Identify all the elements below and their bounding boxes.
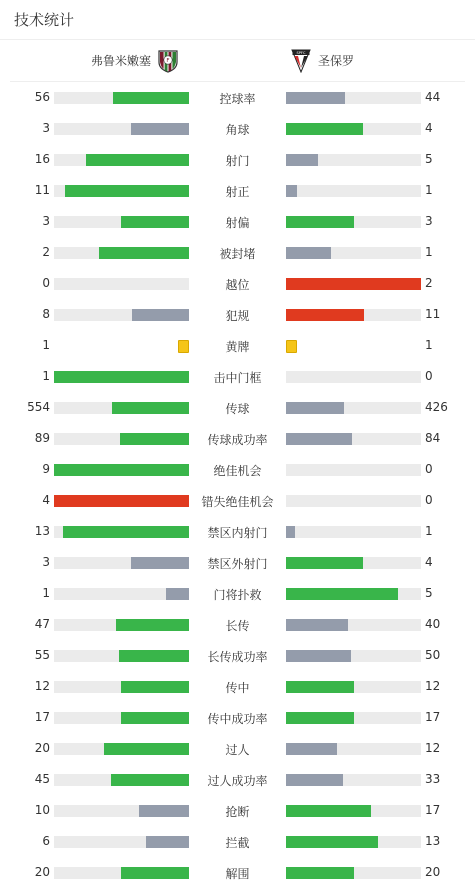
- away-stat-value: 1: [425, 245, 433, 259]
- stat-label: 传中成功率: [207, 712, 268, 726]
- stat-label: 门将扑救: [213, 588, 262, 602]
- home-stat-bar: [54, 743, 189, 755]
- away-stat-bar: [286, 836, 421, 848]
- home-stat-bar: [54, 185, 189, 197]
- stat-label: 传球成功率: [207, 433, 268, 447]
- home-stat-bar: [54, 495, 189, 507]
- away-stat-bar-fill: [286, 154, 318, 166]
- home-stat-value: 13: [34, 524, 50, 538]
- home-stat-bar-fill: [120, 433, 189, 445]
- stat-row: [0, 857, 475, 888]
- home-stat-value: 2: [42, 245, 50, 259]
- home-stat-bar: [54, 650, 189, 662]
- stat-row: [0, 175, 475, 206]
- away-stat-bar: [286, 650, 421, 662]
- home-stat-bar: [54, 526, 189, 538]
- home-stat-value: 3: [42, 121, 50, 135]
- away-stat-value: 17: [425, 710, 441, 724]
- home-stat-bar: [54, 619, 189, 631]
- away-stat-bar-fill: [286, 650, 351, 662]
- away-stat-value: 1: [425, 338, 433, 352]
- home-stat-value: 55: [34, 648, 50, 662]
- away-stat-value: 2: [425, 276, 433, 290]
- home-stat-bar-fill: [166, 588, 189, 600]
- away-stat-value: 40: [425, 617, 441, 631]
- home-stat-value: 56: [34, 90, 50, 104]
- home-stat-bar: [54, 216, 189, 228]
- home-stat-bar-fill: [121, 681, 189, 693]
- stat-row: [0, 144, 475, 175]
- home-stat-bar: [54, 278, 189, 290]
- home-stat-value: 3: [42, 555, 50, 569]
- home-stat-bar-fill: [121, 712, 189, 724]
- home-stat-bar: [54, 154, 189, 166]
- away-stat-bar: [286, 185, 421, 197]
- away-stat-value: 5: [425, 586, 433, 600]
- svg-text:SPFC: SPFC: [296, 50, 306, 55]
- home-stat-bar-fill: [132, 309, 189, 321]
- away-stat-value: 426: [425, 400, 448, 414]
- home-stat-bar: [54, 123, 189, 135]
- stat-row: [0, 516, 475, 547]
- away-stat-bar-fill: [286, 774, 343, 786]
- stat-label: 拦截: [225, 836, 250, 850]
- stat-label: 过人: [225, 743, 250, 757]
- away-stat-bar: [286, 92, 421, 104]
- stat-label: 击中门框: [213, 371, 262, 385]
- home-stat-value: 1: [42, 338, 50, 352]
- home-stat-bar-fill: [139, 805, 189, 817]
- home-team[interactable]: [91, 40, 179, 81]
- home-stat-value: 20: [34, 865, 50, 879]
- away-stat-bar-fill: [286, 588, 398, 600]
- home-stat-value: 16: [34, 152, 50, 166]
- stat-label: 抢断: [225, 805, 250, 819]
- stat-row: [0, 454, 475, 485]
- home-stat-bar-fill: [54, 371, 189, 383]
- away-stat-bar: [286, 464, 421, 476]
- stat-row: [0, 361, 475, 392]
- home-stat-bar-fill: [54, 464, 189, 476]
- away-stat-bar: [286, 867, 421, 879]
- stat-label: 长传成功率: [207, 650, 268, 664]
- away-stat-bar-fill: [286, 278, 421, 290]
- stat-row: [0, 330, 475, 361]
- stat-label: 被封堵: [219, 247, 256, 261]
- home-stat-bar: [54, 464, 189, 476]
- away-team[interactable]: [290, 40, 354, 81]
- away-stat-bar-fill: [286, 867, 354, 879]
- away-stat-value: 5: [425, 152, 433, 166]
- away-stat-bar-fill: [286, 526, 295, 538]
- home-stat-bar-fill: [65, 185, 189, 197]
- home-stat-bar: [54, 681, 189, 693]
- home-stat-value: 1: [42, 369, 50, 383]
- stat-row: [0, 640, 475, 671]
- home-stat-bar-fill: [131, 557, 189, 569]
- away-stat-value: 4: [425, 555, 433, 569]
- stat-label: 传中: [225, 681, 250, 695]
- home-stat-value: 0: [42, 276, 50, 290]
- home-stat-bar-fill: [113, 92, 189, 104]
- page-title: 技术统计: [14, 11, 75, 29]
- home-stat-bar-fill: [63, 526, 189, 538]
- stat-row: [0, 671, 475, 702]
- stat-row: [0, 268, 475, 299]
- away-stat-value: 4: [425, 121, 433, 135]
- home-stat-value: 10: [34, 803, 50, 817]
- stat-label: 错失绝佳机会: [201, 495, 274, 509]
- home-stat-bar: [54, 92, 189, 104]
- away-stat-bar-fill: [286, 681, 354, 693]
- home-stat-bar: [54, 774, 189, 786]
- stat-row: [0, 423, 475, 454]
- home-stat-bar-fill: [99, 247, 189, 259]
- away-yellow-card-icon: [286, 340, 297, 353]
- away-stat-bar: [286, 123, 421, 135]
- home-yellow-card-icon: [178, 340, 189, 353]
- home-stat-bar-fill: [121, 867, 189, 879]
- away-stat-bar-fill: [286, 309, 364, 321]
- away-stat-bar: [286, 309, 421, 321]
- away-stat-bar: [286, 712, 421, 724]
- away-stat-bar-fill: [286, 216, 354, 228]
- stats-header: [0, 0, 475, 40]
- teams-header: [10, 40, 465, 82]
- stat-row: [0, 795, 475, 826]
- home-stat-bar: [54, 836, 189, 848]
- away-stat-value: 1: [425, 524, 433, 538]
- away-stat-bar-fill: [286, 402, 344, 414]
- stat-label: 绝佳机会: [213, 464, 262, 478]
- stat-row: [0, 82, 475, 113]
- away-stat-value: 0: [425, 369, 433, 383]
- home-stat-bar-fill: [119, 650, 189, 662]
- stat-label: 射正: [225, 185, 250, 199]
- home-stat-value: 45: [34, 772, 50, 786]
- away-stat-bar-fill: [286, 712, 354, 724]
- away-stat-bar: [286, 805, 421, 817]
- stat-label: 控球率: [219, 92, 256, 106]
- home-stat-value: 554: [27, 400, 50, 414]
- stat-label: 长传: [225, 619, 250, 633]
- away-stat-bar: [286, 774, 421, 786]
- away-stat-value: 1: [425, 183, 433, 197]
- home-stat-bar: [54, 433, 189, 445]
- away-stat-bar: [286, 402, 421, 414]
- home-stat-bar: [54, 867, 189, 879]
- home-stat-value: 20: [34, 741, 50, 755]
- away-stat-value: 0: [425, 493, 433, 507]
- stat-label: 传球: [225, 402, 250, 416]
- away-stat-bar: [286, 526, 421, 538]
- away-stat-bar-fill: [286, 433, 352, 445]
- home-stat-bar-fill: [121, 216, 189, 228]
- away-stat-value: 44: [425, 90, 441, 104]
- away-stat-value: 20: [425, 865, 441, 879]
- stat-label: 禁区外射门: [207, 557, 268, 571]
- away-stat-bar-fill: [286, 619, 348, 631]
- home-stat-bar: [54, 247, 189, 259]
- svg-text:F: F: [166, 57, 170, 64]
- away-team-name: 圣保罗: [318, 54, 355, 68]
- home-stat-value: 12: [34, 679, 50, 693]
- stat-row: [0, 237, 475, 268]
- away-stat-bar: [286, 216, 421, 228]
- away-stat-bar: [286, 371, 421, 383]
- home-stat-bar-fill: [86, 154, 189, 166]
- away-stat-value: 17: [425, 803, 441, 817]
- away-stat-bar-fill: [286, 185, 297, 197]
- away-stat-value: 13: [425, 834, 441, 848]
- away-stat-bar: [286, 247, 421, 259]
- away-stat-value: 12: [425, 679, 441, 693]
- stat-row: [0, 733, 475, 764]
- stat-label: 过人成功率: [207, 774, 268, 788]
- home-stat-value: 4: [42, 493, 50, 507]
- away-stat-bar: [286, 154, 421, 166]
- home-stat-bar: [54, 588, 189, 600]
- stat-row: [0, 609, 475, 640]
- stat-row: [0, 392, 475, 423]
- away-stat-value: 11: [425, 307, 441, 321]
- sao-paulo-crest-icon: [290, 49, 312, 73]
- stat-row: [0, 826, 475, 857]
- home-stat-bar-fill: [54, 495, 189, 507]
- away-stat-bar-fill: [286, 123, 363, 135]
- stat-label: 角球: [225, 123, 250, 137]
- home-stat-bar: [54, 402, 189, 414]
- home-stat-value: 11: [34, 183, 50, 197]
- stat-row: [0, 206, 475, 237]
- stat-row: [0, 578, 475, 609]
- stat-label: 黄牌: [225, 340, 250, 354]
- away-stat-bar: [286, 743, 421, 755]
- stat-row: [0, 299, 475, 330]
- away-stat-bar: [286, 588, 421, 600]
- away-stat-bar-fill: [286, 743, 337, 755]
- stat-label: 禁区内射门: [207, 526, 268, 540]
- away-stat-bar: [286, 557, 421, 569]
- stat-row: [0, 764, 475, 795]
- away-stat-bar-fill: [286, 557, 363, 569]
- home-stat-bar: [54, 557, 189, 569]
- home-stat-bar-fill: [104, 743, 189, 755]
- home-stat-value: 6: [42, 834, 50, 848]
- home-stat-value: 9: [42, 462, 50, 476]
- stat-row: [0, 702, 475, 733]
- home-stat-value: 8: [42, 307, 50, 321]
- stats-list: [0, 82, 475, 888]
- away-stat-bar-fill: [286, 836, 378, 848]
- stat-row: [0, 113, 475, 144]
- home-stat-bar-fill: [112, 402, 189, 414]
- home-stat-value: 89: [34, 431, 50, 445]
- home-stat-bar-fill: [111, 774, 189, 786]
- away-stat-value: 84: [425, 431, 441, 445]
- stat-label: 射偏: [225, 216, 250, 230]
- stat-label: 越位: [225, 278, 250, 292]
- away-stat-value: 12: [425, 741, 441, 755]
- away-stat-value: 33: [425, 772, 441, 786]
- away-stat-bar: [286, 681, 421, 693]
- home-stat-value: 47: [34, 617, 50, 631]
- away-stat-value: 0: [425, 462, 433, 476]
- away-stat-value: 3: [425, 214, 433, 228]
- away-stat-bar: [286, 278, 421, 290]
- home-stat-bar-fill: [116, 619, 189, 631]
- stat-label: 射门: [225, 154, 250, 168]
- away-stat-value: 50: [425, 648, 441, 662]
- home-stat-value: 3: [42, 214, 50, 228]
- away-stat-bar: [286, 495, 421, 507]
- home-team-name: 弗鲁米嫩塞: [90, 54, 151, 68]
- home-stat-bar: [54, 371, 189, 383]
- away-stat-bar: [286, 619, 421, 631]
- away-stat-bar: [286, 433, 421, 445]
- stat-row: [0, 547, 475, 578]
- away-stat-bar-fill: [286, 247, 331, 259]
- stat-label: 解围: [225, 867, 250, 881]
- home-stat-value: 17: [34, 710, 50, 724]
- stat-row: [0, 485, 475, 516]
- fluminense-crest-icon: [157, 49, 179, 73]
- stat-label: 犯规: [225, 309, 250, 323]
- home-stat-bar: [54, 805, 189, 817]
- home-stat-bar: [54, 309, 189, 321]
- home-stat-bar: [54, 712, 189, 724]
- home-stat-value: 1: [42, 586, 50, 600]
- away-stat-bar-fill: [286, 805, 371, 817]
- home-stat-bar-fill: [131, 123, 189, 135]
- home-stat-bar-fill: [146, 836, 189, 848]
- away-stat-bar-fill: [286, 92, 345, 104]
